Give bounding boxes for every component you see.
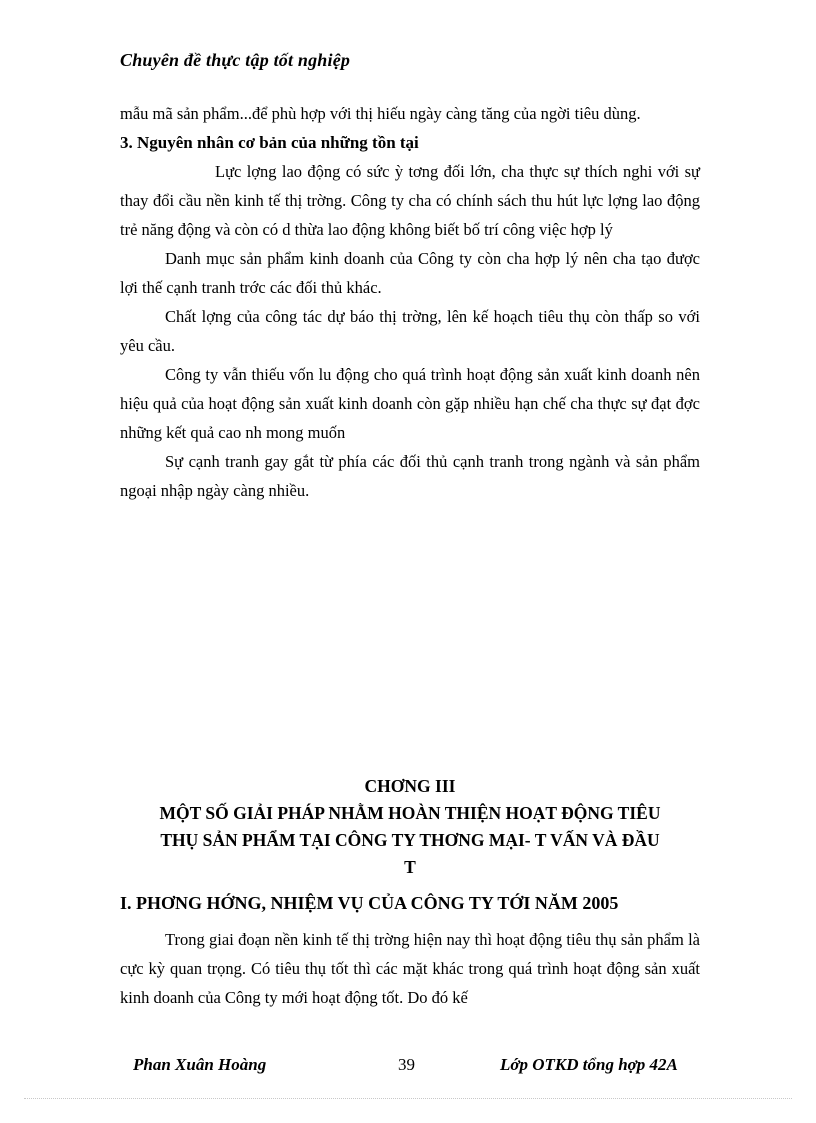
chapter-label: CHƠNG III xyxy=(364,776,456,796)
footer-class: Lớp OTKD tổng hợp 42A xyxy=(500,1055,678,1074)
footer-page-number: 39 xyxy=(398,1055,415,1074)
paragraph-capital: Công ty vẫn thiếu vốn lu động cho quá trình hoạt động sản xuất kinh doanh nên hiệu quả của hoạt động sản xuất kinh doanh còn gặp nhiều hạn chế cha thực sự đạt đợc những kết quả cao nh mong muốn xyxy=(120,365,700,442)
running-header: Chuyên đề thực tập tốt nghiệp xyxy=(120,50,351,70)
main-body xyxy=(120,99,700,505)
section-body xyxy=(120,925,700,1012)
chapter-title-line-3: T xyxy=(404,857,416,877)
chapter-heading xyxy=(120,773,700,881)
footer-author: Phan Xuân Hoàng xyxy=(133,1055,267,1074)
section-heading-3: 3. Nguyên nhân cơ bản của những tồn tại xyxy=(120,133,419,152)
paragraph-competition: Sự cạnh tranh gay gắt từ phía các đối thủ cạnh tranh trong ngành và sản phẩm ngoại nhập ngày càng nhiều. xyxy=(120,452,700,500)
paragraph-labor: Lực lợng lao động có sức ỳ tơng đối lớn, cha thực sự thích nghi với sự thay đổi cầu nền kinh tế thị trờng. Công ty cha có chính sách thu hút lực lợng lao động trẻ năng động và còn có d thừa lao động không biết bố trí công việc hợp lý xyxy=(120,162,700,239)
continuation-paragraph: mẫu mã sản phẩm...để phù hợp với thị hiếu ngày càng tăng của ngời tiêu dùng. xyxy=(120,104,641,123)
chapter-title-line-1: MỘT SỐ GIẢI PHÁP NHẰM HOÀN THIỆN HOẠT ĐỘNG TIÊU xyxy=(159,803,661,823)
page-bottom-divider xyxy=(24,1098,792,1099)
paragraph-product-list: Danh mục sản phẩm kinh doanh của Công ty còn cha hợp lý nên cha tạo được lợi thế cạnh tranh trớc các đối thủ khác. xyxy=(120,249,700,297)
chapter-title-line-2: THỤ SẢN PHẨM TẠI CÔNG TY THƠNG MẠI- T VẤN VÀ ĐẦU xyxy=(160,830,660,850)
section-paragraph: Trong giai đoạn nền kinh tế thị trờng hiện nay thì hoạt động tiêu thụ sản phẩm là cực kỳ quan trọng. Có tiêu thụ tốt thì các mặt khác trong quá trình hoạt động sản xuất kinh doanh của Công ty mới hoạt động tốt. Do đó kế xyxy=(120,930,700,1007)
paragraph-forecast-quality: Chất lợng của công tác dự báo thị trờng, lên kế hoạch tiêu thụ còn thấp so với yêu cầu. xyxy=(120,307,700,355)
section-title: I. PHƠNG HỚNG, NHIỆM VỤ CỦA CÔNG TY TỚI NĂM 2005 xyxy=(120,893,619,913)
